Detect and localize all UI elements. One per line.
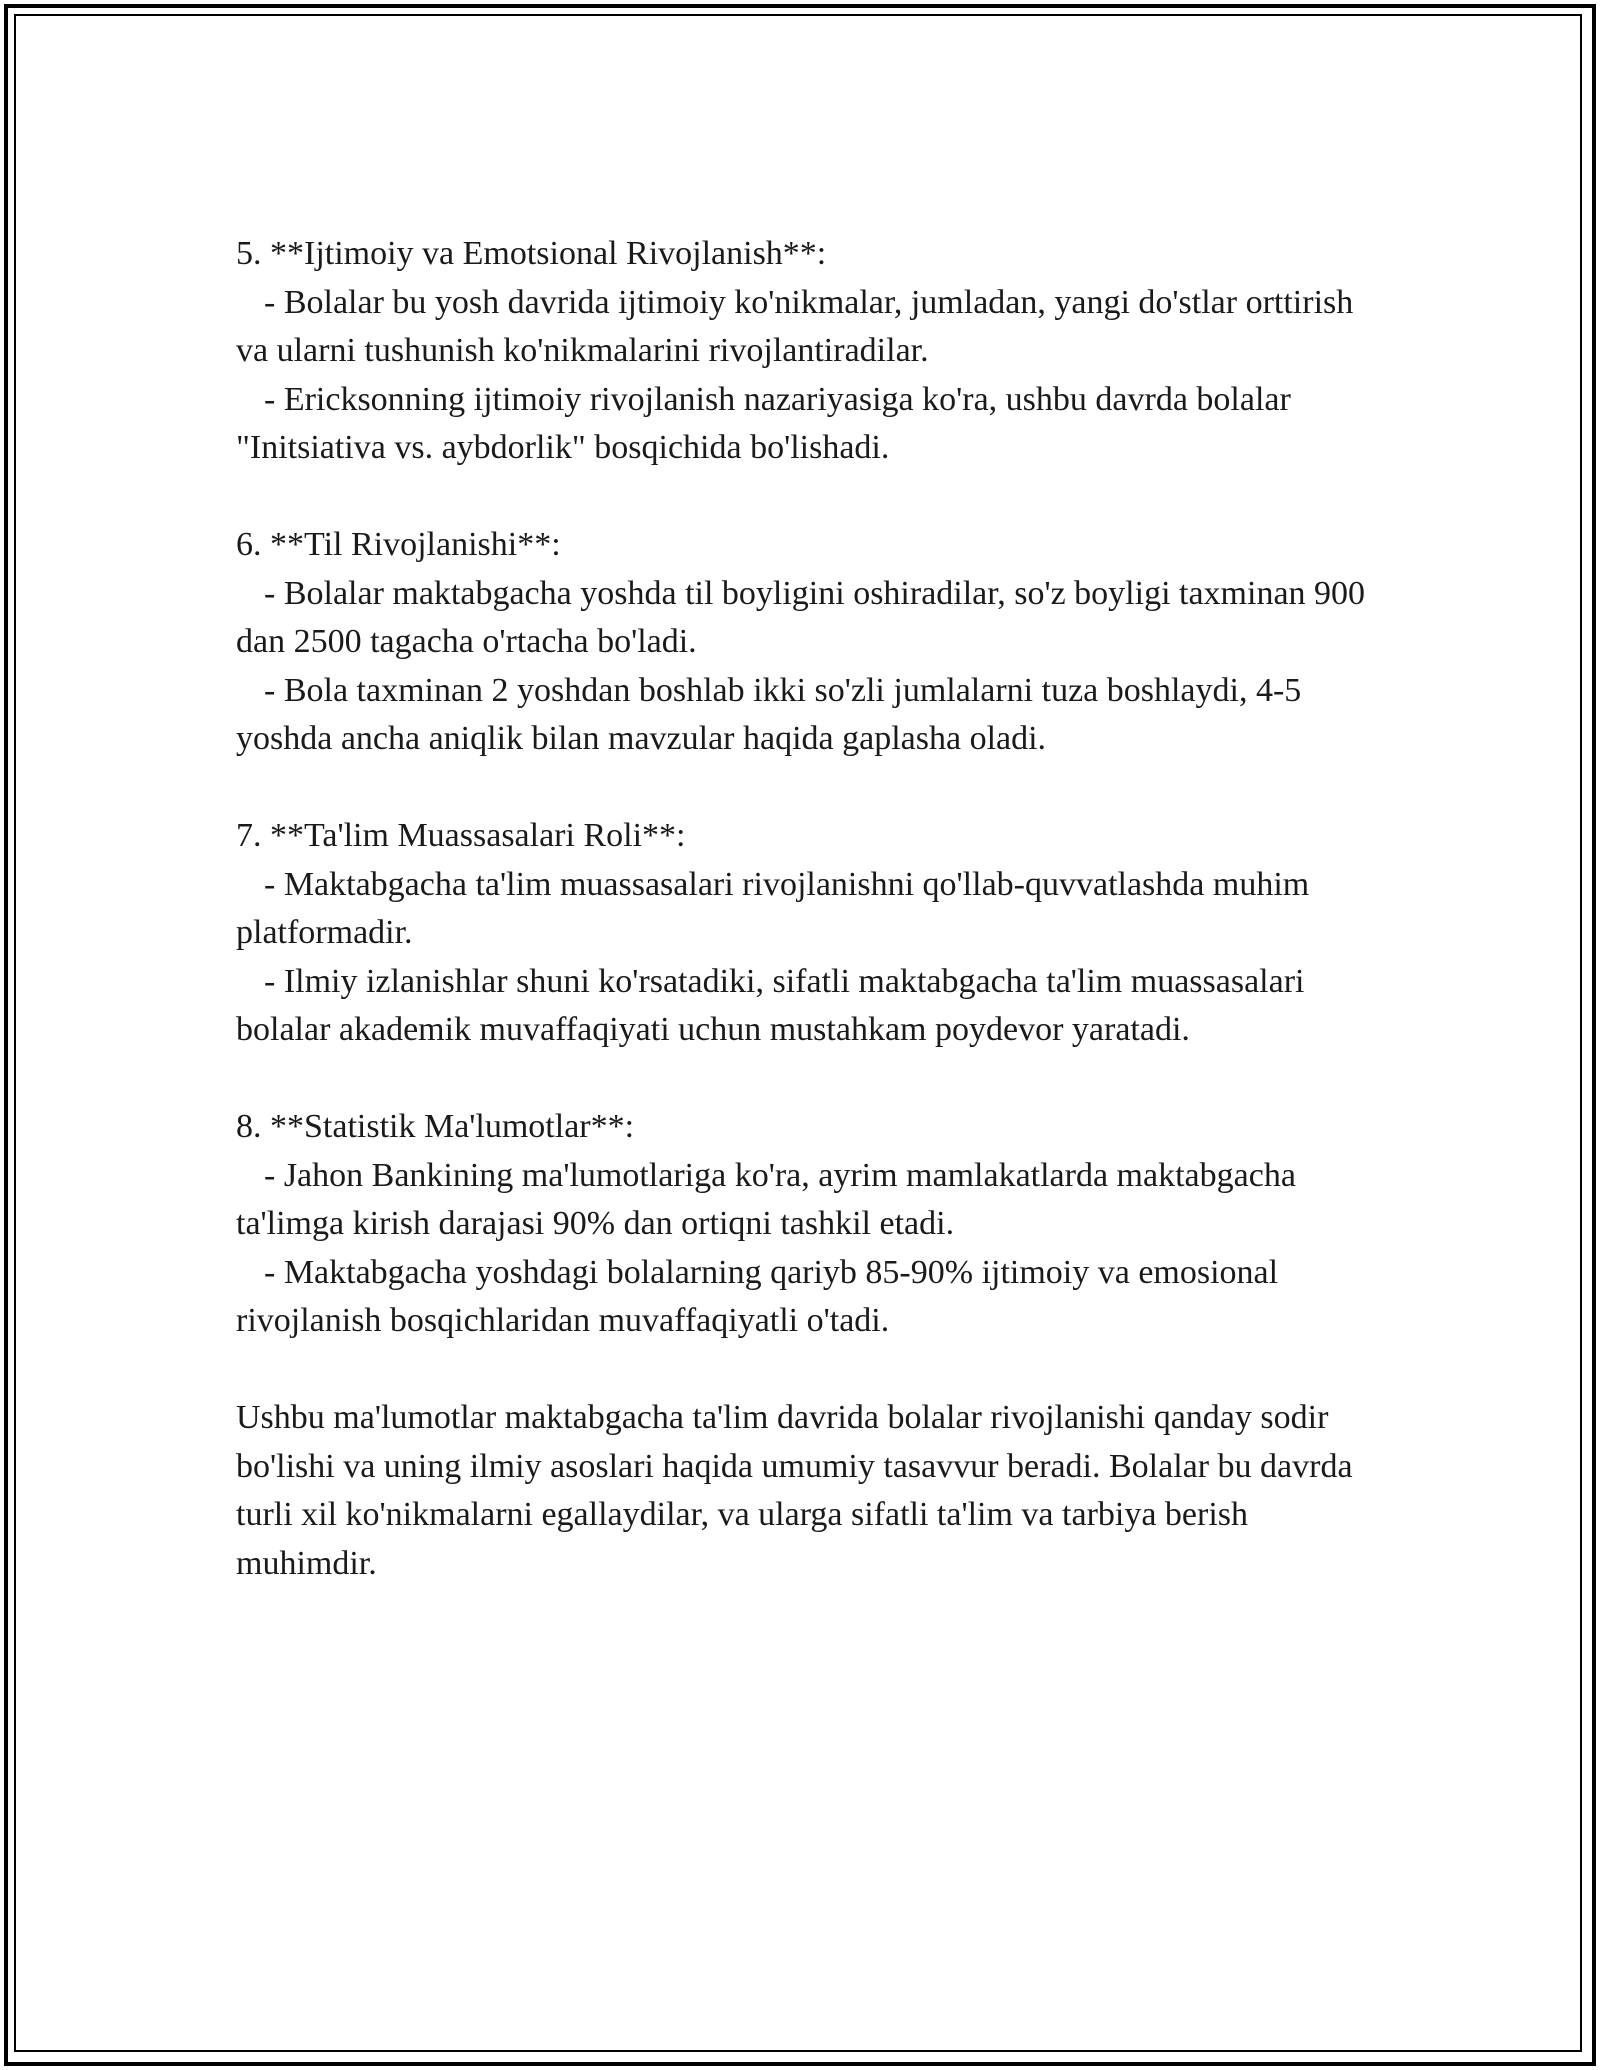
section-statistics: [236, 1103, 1386, 1346]
conclusion-paragraph: Ushbu ma'lumotlar maktabgacha ta'lim davrida bolalar rivojlanishi qanday sodir bo'lishi va uning ilmiy asoslari haqida umumiy tasavvur beradi. Bolalar bu davrda turli xil ko'nikmalarni egallaydilar, va ularga sifatli ta'lim va tarbiya berish muhimdir.: [236, 1399, 1353, 1582]
bullet-item: - Bolalar maktabgacha yoshda til boyligini oshiradilar, so'z boyligi taxminan 900 dan 2500 tagacha o'rtacha bo'ladi.: [236, 574, 1366, 660]
section-heading: 6. **Til Rivojlanishi**:: [236, 526, 561, 563]
bullet-item: - Bola taxminan 2 yoshdan boshlab ikki so'zli jumlalarni tuza boshlaydi, 4-5 yoshda ancha aniqlik bilan mavzular haqida gaplasha oladi.: [236, 671, 1302, 757]
bullet-item: - Jahon Bankining ma'lumotlariga ko'ra, ayrim mamlakatlarda maktabgacha ta'limga kirish darajasi 90% dan ortiqni tashkil etadi.: [236, 1156, 1296, 1242]
bullet-item: - Ericksonning ijtimoiy rivojlanish nazariyasiga ko'ra, ushbu davrda bolalar "Initsiativa vs. aybdorlik" bosqichida bo'lishadi.: [236, 380, 1291, 466]
section-heading: 5. **Ijtimoiy va Emotsional Rivojlanish**:: [236, 235, 827, 272]
section-heading: 7. **Ta'lim Muassasalari Roli**:: [236, 817, 686, 854]
section-social-emotional: [236, 230, 1386, 473]
section-institutions: [236, 812, 1386, 1055]
bullet-item: - Bolalar bu yosh davrida ijtimoiy ko'nikmalar, jumladan, yangi do'stlar orttirish va ularni tushunish ko'nikmalarini rivojlantiradilar.: [236, 283, 1354, 369]
bullet-item: - Maktabgacha ta'lim muassasalari rivojlanishni qo'llab-quvvatlashda muhim platformadir.: [236, 865, 1310, 951]
bullet-item: - Maktabgacha yoshdagi bolalarning qariyb 85-90% ijtimoiy va emosional rivojlanish bosqichlaridan muvaffaqiyatli o'tadi.: [236, 1253, 1279, 1339]
document-body: [236, 230, 1386, 1588]
bullet-item: - Ilmiy izlanishlar shuni ko'rsatadiki, sifatli maktabgacha ta'lim muassasalari bolalar akademik muvaffaqiyati uchun mustahkam poydevor yaratadi.: [236, 962, 1305, 1048]
section-heading: 8. **Statistik Ma'lumotlar**:: [236, 1108, 635, 1145]
section-language: [236, 521, 1386, 764]
